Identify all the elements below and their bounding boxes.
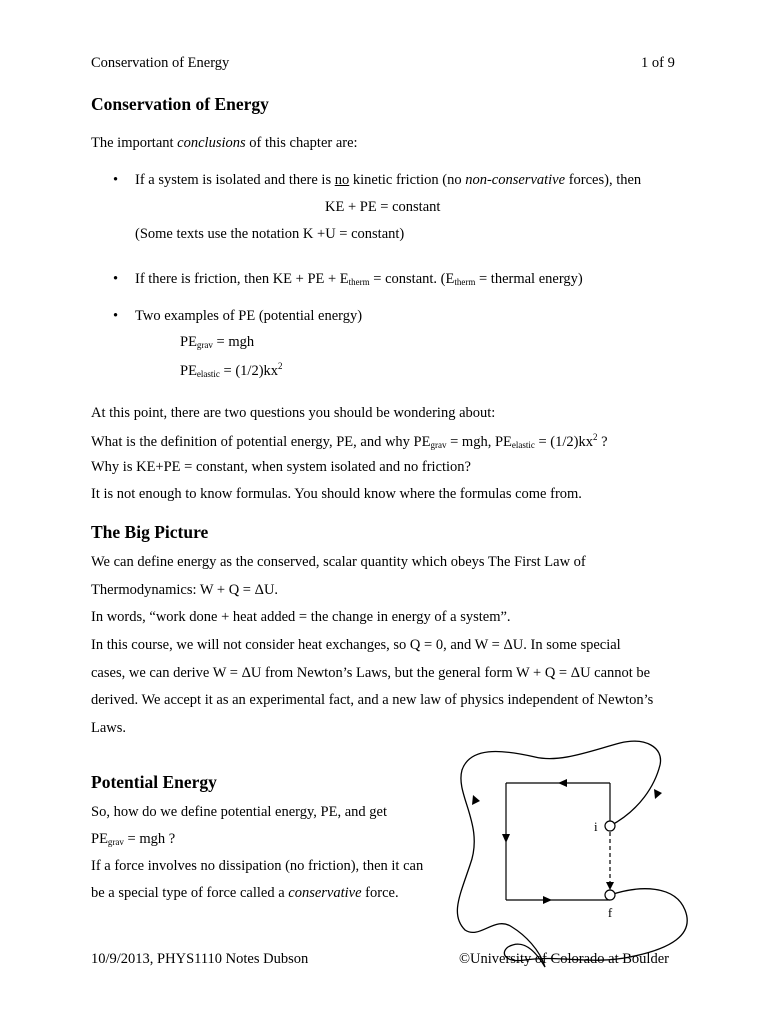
questions-intro: At this point, there are two questions you should be wondering about: bbox=[91, 405, 496, 421]
footer-right: ©University of Colorado at Boulder bbox=[459, 951, 669, 967]
section-heading-big-picture: The Big Picture bbox=[91, 522, 209, 542]
bullet-icon: • bbox=[113, 271, 119, 287]
bullet-icon: • bbox=[113, 172, 119, 188]
big-picture-line-7: Laws. bbox=[91, 720, 127, 736]
big-picture-line-3: In words, “work done + heat added = the change in energy of a system”. bbox=[91, 609, 511, 625]
direction-arrow-icon bbox=[502, 779, 567, 904]
potential-energy-line-3: If a force involves no dissipation (no friction), then it can bbox=[91, 858, 424, 874]
bullet-2-text: If there is friction, then KE + PE + $E_{therm}$ = constant. ($E_{therm}$ = thermal energy) bbox=[135, 271, 583, 287]
question-2: Why is KE+PE = constant, when system isolated and no friction? bbox=[91, 459, 471, 475]
curvy-arrow-icon bbox=[472, 795, 480, 805]
curvy-path bbox=[457, 741, 687, 967]
question-1: What is the definition of potential energy, PE, and why $PE_{grav}$ = mgh, $PE_{elastic} = (1/2)kx^2$ ? bbox=[91, 432, 608, 450]
equation-pe-elastic: $PE_{elastic} = (1/2)kx^2$ bbox=[180, 361, 283, 379]
label-f: f bbox=[607, 905, 613, 920]
curvy-arrow-icon bbox=[654, 789, 662, 799]
notation-note: (Some texts use the notation K +U = constant) bbox=[135, 226, 405, 242]
bullet-icon: • bbox=[113, 308, 119, 324]
potential-energy-line-4: be a special type of force called a conservative force. bbox=[91, 885, 399, 901]
big-picture-line-1: We can define energy as the conserved, scalar quantity which obeys The First Law of bbox=[91, 554, 586, 570]
big-picture-line-6: derived. We accept it as an experimental fact, and a new law of physics independent of Newton’s bbox=[91, 692, 654, 708]
big-picture-line-5: cases, we can derive W = ΔU from Newton’s Laws, but the general form W + Q = ΔU cannot be bbox=[91, 665, 651, 681]
big-picture-line-2: Thermodynamics: W + Q = ΔU. bbox=[91, 582, 279, 598]
equation-energy-conservation: KE + PE = constant bbox=[325, 199, 441, 215]
equation-pe-grav: $PE_{grav}$ = mgh bbox=[180, 334, 255, 350]
bullet-1-text: If a system is isolated and there is no kinetic friction (no non-conservative forces), then bbox=[135, 172, 642, 188]
bullet-3-text: Two examples of PE (potential energy) bbox=[135, 308, 363, 324]
path-diagram bbox=[440, 735, 720, 975]
section-heading-potential-energy: Potential Energy bbox=[91, 772, 217, 792]
label-i: i bbox=[594, 819, 598, 834]
intro-line: The important conclusions of this chapter are: bbox=[91, 135, 358, 151]
point-f bbox=[605, 890, 615, 900]
running-header-title: Conservation of Energy bbox=[91, 55, 230, 71]
big-picture-line-4: In this course, we will not consider heat exchanges, so Q = 0, and W = ΔU. In some special bbox=[91, 637, 621, 653]
point-i bbox=[605, 821, 615, 831]
page-number: 1 of 9 bbox=[641, 55, 675, 71]
rectangular-path bbox=[506, 783, 610, 900]
potential-energy-line-1: So, how do we define potential energy, PE, and get bbox=[91, 804, 387, 820]
formulas-note: It is not enough to know formulas. You should know where the formulas come from. bbox=[91, 486, 582, 502]
document-title: Conservation of Energy bbox=[91, 94, 269, 114]
footer-left: 10/9/2013, PHYS1110 Notes Dubson bbox=[91, 951, 309, 967]
dashed-arrow-icon bbox=[606, 882, 614, 890]
potential-energy-line-2: $PE_{grav}$ = mgh ? bbox=[91, 831, 176, 847]
